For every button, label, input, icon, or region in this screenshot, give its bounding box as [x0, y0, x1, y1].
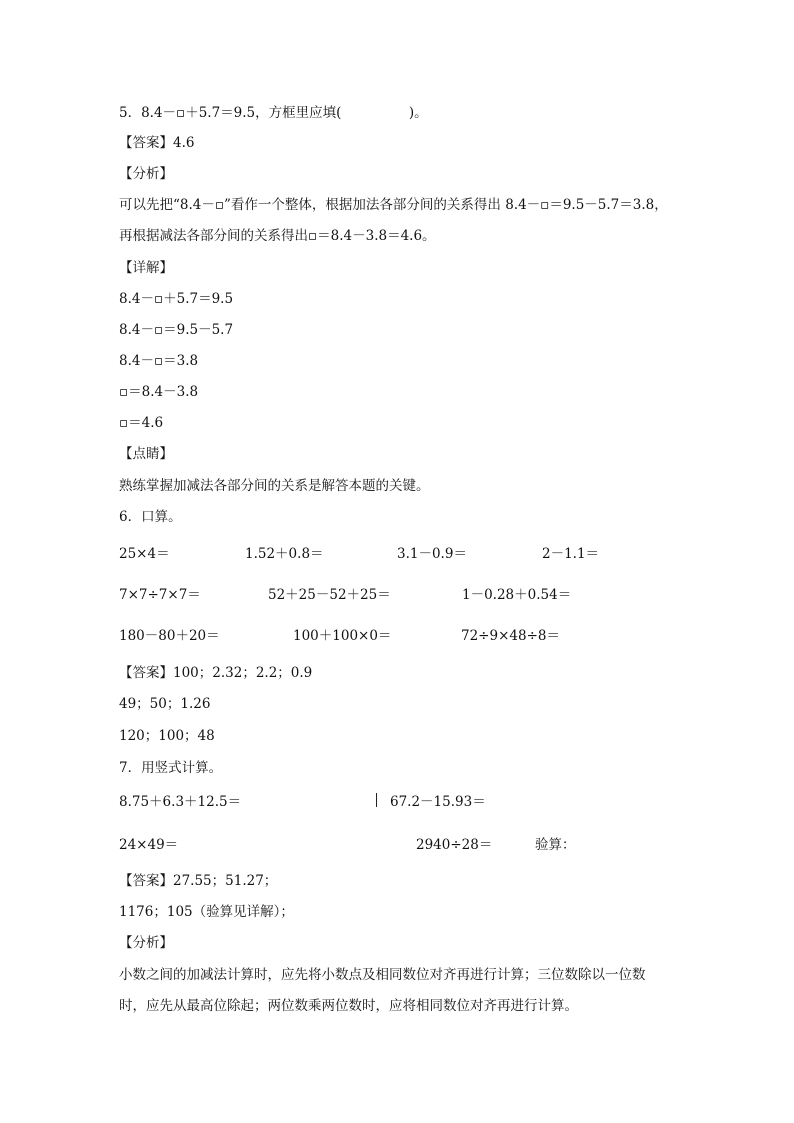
q7-answer-line-2: 1176；105（验算见详解）；: [119, 904, 294, 920]
q5-analysis-heading: 【分析】: [119, 166, 173, 182]
q6-answer-line-2: 49；50；1.26: [119, 696, 211, 712]
column-divider: [376, 793, 377, 807]
mental-calc-item: 1.52＋0.8＝: [245, 546, 324, 562]
q7-answer-line-1: 【答案】27.55；51.27；: [119, 873, 278, 889]
mental-calc-item: 1－0.28＋0.54＝: [462, 587, 572, 603]
vertical-calc-item: 67.2－15.93＝: [390, 794, 486, 810]
question-6: 6．口算。: [119, 509, 182, 525]
question-5: 5．8.4－▫＋5.7＝9.5，方框里应填( )。: [119, 105, 428, 121]
q5-tip-heading: 【点睛】: [119, 446, 173, 462]
check-label: 验算：: [535, 837, 576, 853]
mental-calc-item: 7×7÷7×7＝: [119, 587, 201, 603]
q5-analysis-line-1: 可以先把“8.4－▫”看作一个整体，根据加法各部分间的关系得出 8.4－▫＝9.5－5.7＝3.8，: [119, 197, 668, 213]
vertical-calc-item: 2940÷28＝: [416, 837, 493, 853]
vertical-calc-item: 24×49＝: [119, 837, 179, 853]
q5-detail-heading: 【详解】: [119, 260, 173, 276]
mental-calc-item: 100＋100×0＝: [293, 628, 392, 644]
q5-step: ▫＝4.6: [119, 415, 164, 431]
q7-analysis-line-2: 时，应先从最高位除起；两位数乘两位数时，应将相同数位对齐再进行计算。: [119, 998, 578, 1014]
q5-step: 8.4－▫＝9.5－5.7: [119, 322, 234, 338]
mental-calc-item: 180－80＋20＝: [119, 628, 220, 644]
question-7: 7．用竖式计算。: [119, 760, 223, 776]
mental-calc-item: 25×4＝: [119, 546, 170, 562]
q7-analysis-heading: 【分析】: [119, 935, 173, 951]
mental-calc-item: 3.1－0.9＝: [397, 546, 467, 562]
vertical-calc-item: 8.75＋6.3＋12.5＝: [119, 794, 242, 810]
q5-tip: 熟练掌握加减法各部分间的关系是解答本题的关键。: [119, 478, 430, 494]
mental-calc-item: 52＋25－52＋25＝: [268, 587, 391, 603]
q7-analysis-line-1: 小数之间的加减法计算时，应先将小数点及相同数位对齐再进行计算；三位数除以一位数: [119, 967, 646, 983]
q5-answer: 【答案】4.6: [119, 135, 195, 151]
mental-calc-item: 2－1.1＝: [542, 546, 600, 562]
q5-step: 8.4－▫＝3.8: [119, 353, 199, 369]
q5-step: 8.4－▫＋5.7＝9.5: [119, 291, 234, 307]
q6-answer-line-1: 【答案】100；2.32；2.2；0.9: [119, 665, 313, 681]
q5-step: ▫＝8.4－3.8: [119, 384, 199, 400]
mental-calc-item: 72÷9×48÷8＝: [461, 628, 560, 644]
q5-analysis-line-2: 再根据减法各部分间的关系得出▫＝8.4－3.8＝4.6。: [119, 228, 436, 244]
q6-answer-line-3: 120；100；48: [119, 728, 215, 744]
